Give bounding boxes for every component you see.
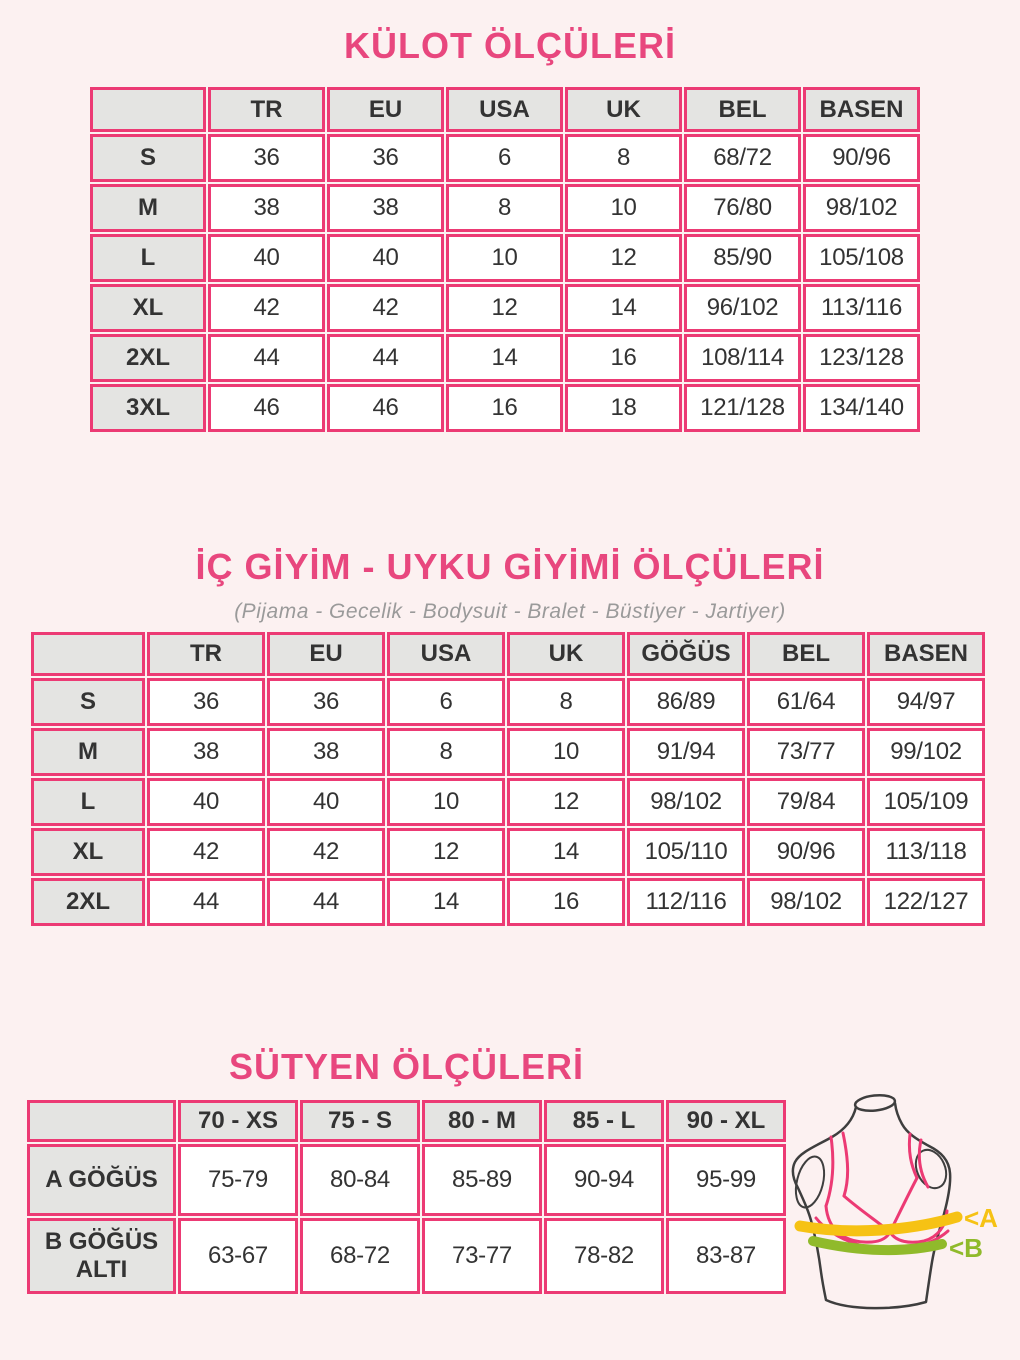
corner-cell	[31, 632, 145, 676]
size-cell: 12	[387, 828, 505, 876]
size-cell: 44	[147, 878, 265, 926]
size-cell: 83-87	[666, 1218, 786, 1294]
size-cell: 98/102	[627, 778, 745, 826]
size-cell: 42	[147, 828, 265, 876]
size-cell: 86/89	[627, 678, 745, 726]
size-cell: 73/77	[747, 728, 865, 776]
size-cell: 40	[147, 778, 265, 826]
row-label: 2XL	[31, 878, 145, 926]
size-cell: 14	[387, 878, 505, 926]
table-row	[90, 134, 920, 182]
row-label: XL	[90, 284, 206, 332]
row-label: M	[90, 184, 206, 232]
right-armhole	[910, 1145, 952, 1193]
size-cell: 85/90	[684, 234, 801, 282]
size-cell: 38	[208, 184, 325, 232]
row-label: L	[90, 234, 206, 282]
column-header: UK	[507, 632, 625, 676]
size-cell: 42	[267, 828, 385, 876]
row-label: M	[31, 728, 145, 776]
size-cell: 112/116	[627, 878, 745, 926]
bra-measurement-illustration	[780, 1080, 1020, 1360]
size-cell: 42	[327, 284, 444, 332]
size-cell: 122/127	[867, 878, 985, 926]
size-cell: 96/102	[684, 284, 801, 332]
size-cell: 44	[267, 878, 385, 926]
size-cell: 78-82	[544, 1218, 664, 1294]
icgiyim-subtitle: (Pijama - Gecelik - Bodysuit - Bralet - Büstiyer - Jartiyer)	[234, 600, 786, 623]
size-cell: 68-72	[300, 1218, 420, 1294]
corner-cell	[90, 87, 206, 132]
size-cell: 38	[327, 184, 444, 232]
size-cell: 123/128	[803, 334, 920, 382]
size-cell: 10	[446, 234, 563, 282]
row-label: S	[90, 134, 206, 182]
size-cell: 12	[446, 284, 563, 332]
size-cell: 105/110	[627, 828, 745, 876]
kulot-size-table	[88, 85, 922, 434]
size-cell: 85-89	[422, 1144, 542, 1216]
size-cell: 99/102	[867, 728, 985, 776]
table-row	[31, 828, 985, 876]
table-row	[31, 728, 985, 776]
size-cell: 10	[387, 778, 505, 826]
column-header: BEL	[684, 87, 801, 132]
column-header: EU	[267, 632, 385, 676]
size-cell: 40	[208, 234, 325, 282]
row-label: A GÖĞÜS	[27, 1144, 176, 1216]
column-header: BASEN	[803, 87, 920, 132]
size-cell: 90-94	[544, 1144, 664, 1216]
column-header: BEL	[747, 632, 865, 676]
size-cell: 63-67	[178, 1218, 298, 1294]
table-row	[31, 678, 985, 726]
table-row	[90, 184, 920, 232]
size-cell: 14	[565, 284, 682, 332]
size-cell: 95-99	[666, 1144, 786, 1216]
size-cell: 105/108	[803, 234, 920, 282]
size-cell: 44	[327, 334, 444, 382]
table-row	[90, 384, 920, 432]
size-cell: 61/64	[747, 678, 865, 726]
size-cell: 14	[446, 334, 563, 382]
size-cell: 8	[446, 184, 563, 232]
size-cell: 46	[208, 384, 325, 432]
size-cell: 8	[387, 728, 505, 776]
table-header-row	[90, 87, 920, 132]
column-header: USA	[446, 87, 563, 132]
size-cell: 90/96	[803, 134, 920, 182]
size-cell: 8	[565, 134, 682, 182]
size-cell: 10	[565, 184, 682, 232]
size-cell: 12	[507, 778, 625, 826]
size-cell: 73-77	[422, 1218, 542, 1294]
size-cell: 42	[208, 284, 325, 332]
size-cell: 46	[327, 384, 444, 432]
sutyen-size-table	[25, 1098, 788, 1296]
table-row	[31, 878, 985, 926]
column-header: 75 - S	[300, 1100, 420, 1142]
size-cell: 98/102	[747, 878, 865, 926]
size-cell: 68/72	[684, 134, 801, 182]
size-cell: 18	[565, 384, 682, 432]
size-cell: 16	[446, 384, 563, 432]
column-header: EU	[327, 87, 444, 132]
size-cell: 36	[267, 678, 385, 726]
column-header: USA	[387, 632, 505, 676]
size-cell: 6	[446, 134, 563, 182]
size-cell: 12	[565, 234, 682, 282]
icgiyim-size-table	[29, 630, 987, 928]
column-header: 70 - XS	[178, 1100, 298, 1142]
size-cell: 91/94	[627, 728, 745, 776]
table-header-row	[31, 632, 985, 676]
size-cell: 36	[147, 678, 265, 726]
size-cell: 90/96	[747, 828, 865, 876]
table-row	[27, 1218, 786, 1294]
column-header: 85 - L	[544, 1100, 664, 1142]
size-cell: 38	[267, 728, 385, 776]
row-label: L	[31, 778, 145, 826]
column-header: TR	[147, 632, 265, 676]
column-header: BASEN	[867, 632, 985, 676]
neck-opening	[854, 1093, 895, 1112]
icgiyim-title: İÇ GİYİM - UYKU GİYİMİ ÖLÇÜLERİ	[195, 546, 825, 587]
left-armhole	[791, 1154, 829, 1211]
size-cell: 113/116	[803, 284, 920, 332]
size-cell: 6	[387, 678, 505, 726]
size-cell: 121/128	[684, 384, 801, 432]
table-row	[90, 234, 920, 282]
sutyen-title: SÜTYEN ÖLÇÜLERİ	[228, 1046, 584, 1087]
size-cell: 36	[208, 134, 325, 182]
size-cell: 98/102	[803, 184, 920, 232]
size-cell: 16	[507, 878, 625, 926]
table-header-row	[27, 1100, 786, 1142]
column-header: 80 - M	[422, 1100, 542, 1142]
row-label: B GÖĞÜS ALTI	[27, 1218, 176, 1294]
size-cell: 10	[507, 728, 625, 776]
size-cell: 14	[507, 828, 625, 876]
size-cell: 16	[565, 334, 682, 382]
table-row	[31, 778, 985, 826]
torso-outline	[793, 1103, 950, 1308]
size-cell: 40	[327, 234, 444, 282]
label-b: <B	[949, 1233, 983, 1263]
size-cell: 36	[327, 134, 444, 182]
column-header: GÖĞÜS	[627, 632, 745, 676]
row-label: 2XL	[90, 334, 206, 382]
table-row	[27, 1144, 786, 1216]
kulot-title: KÜLOT ÖLÇÜLERİ	[344, 25, 676, 66]
size-cell: 79/84	[747, 778, 865, 826]
column-header: TR	[208, 87, 325, 132]
row-label: XL	[31, 828, 145, 876]
size-cell: 40	[267, 778, 385, 826]
row-label: S	[31, 678, 145, 726]
size-cell: 108/114	[684, 334, 801, 382]
size-cell: 44	[208, 334, 325, 382]
size-cell: 8	[507, 678, 625, 726]
column-header: 90 - XL	[666, 1100, 786, 1142]
size-cell: 80-84	[300, 1144, 420, 1216]
label-a: <A	[964, 1203, 998, 1233]
size-cell: 75-79	[178, 1144, 298, 1216]
size-cell: 134/140	[803, 384, 920, 432]
corner-cell	[27, 1100, 176, 1142]
size-cell: 105/109	[867, 778, 985, 826]
size-cell: 94/97	[867, 678, 985, 726]
table-row	[90, 334, 920, 382]
table-row	[90, 284, 920, 332]
size-cell: 113/118	[867, 828, 985, 876]
size-cell: 38	[147, 728, 265, 776]
size-cell: 76/80	[684, 184, 801, 232]
column-header: UK	[565, 87, 682, 132]
row-label: 3XL	[90, 384, 206, 432]
